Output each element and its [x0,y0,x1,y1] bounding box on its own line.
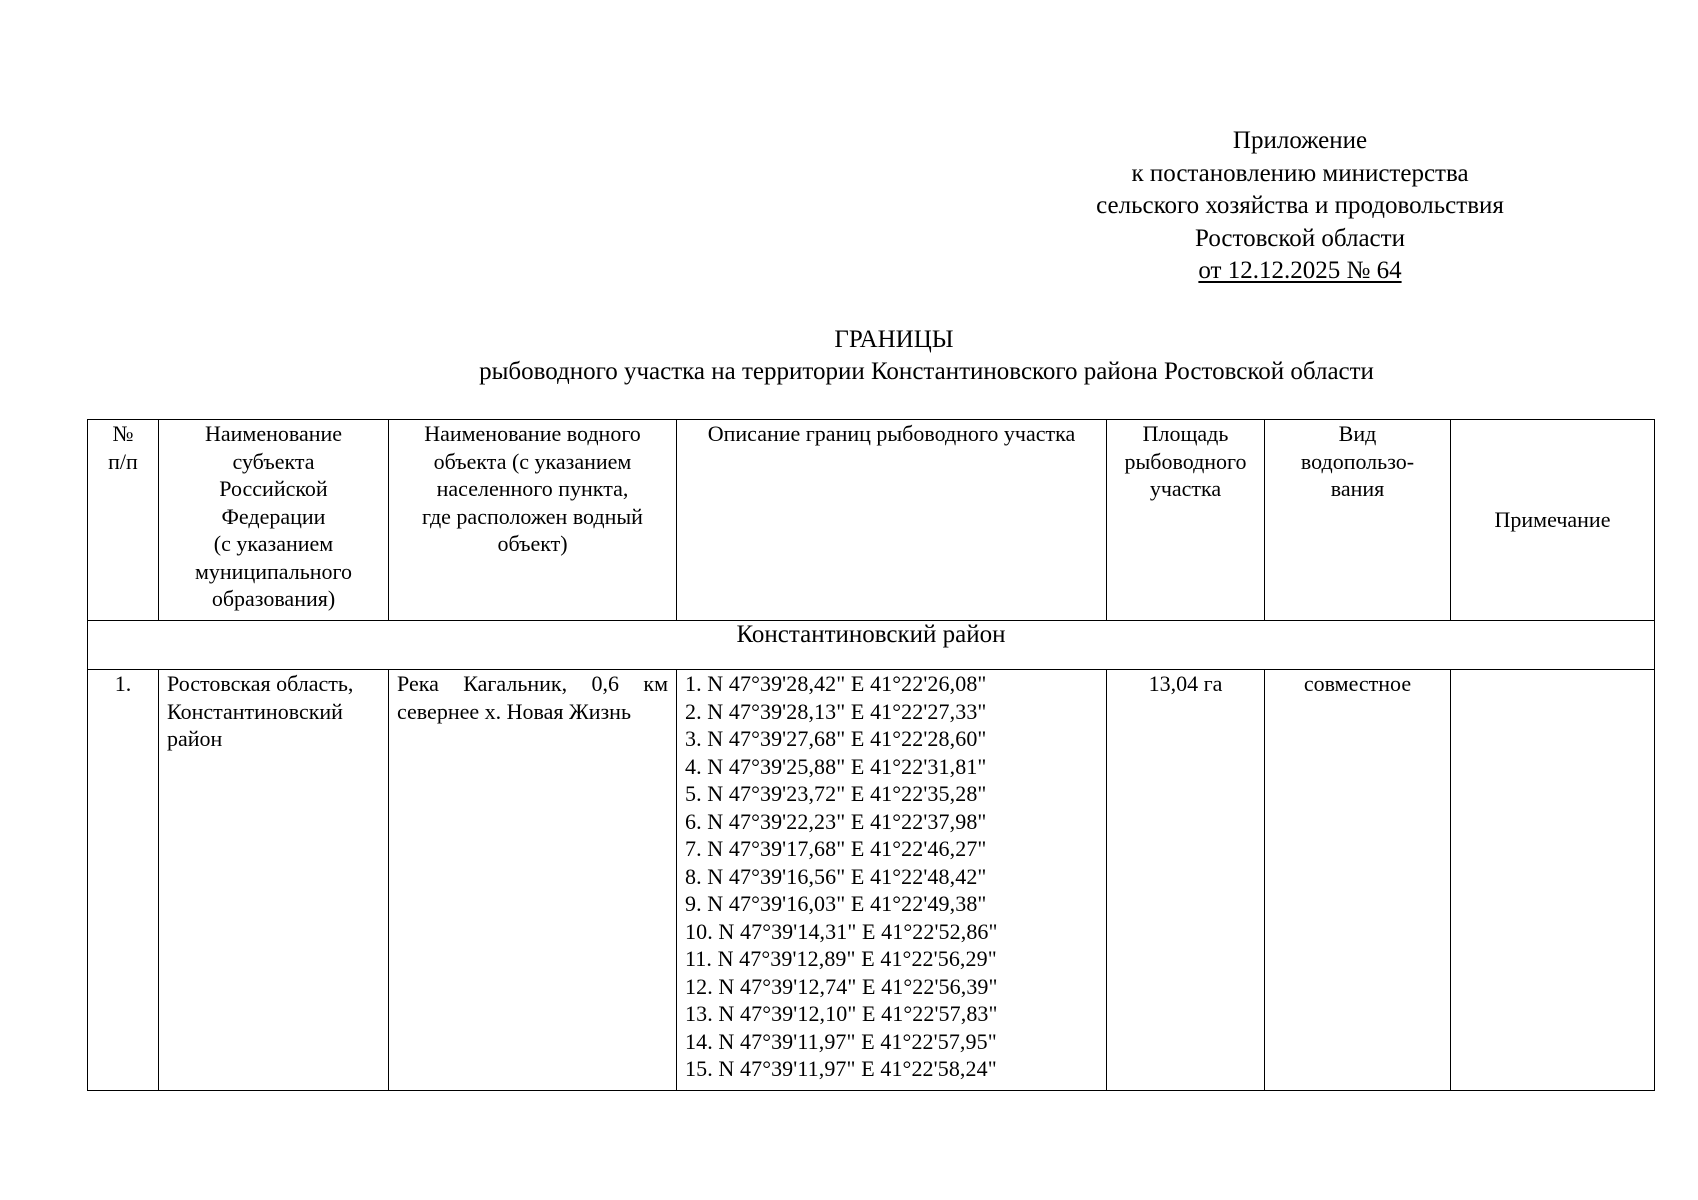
coordinate-point: 9. N 47°39'16,03" E 41°22'49,38" [685,891,987,916]
coordinate-point: 6. N 47°39'22,23" E 41°22'37,98" [685,808,987,834]
appendix-date: от 12.12.2025 № 64 [1198,257,1402,284]
appendix-line: Приложение [1232,127,1368,154]
cell-coordinates [677,670,1107,1091]
coordinate-point: 3. N 47°39'27,68" E 41°22'28,60" [685,726,987,751]
coordinate-point: 1. N 47°39'28,42" E 41°22'26,08" [685,671,987,696]
coordinate-point: 11. N 47°39'12,89" E 41°22'56,29" [685,946,997,971]
cell-notes [1451,670,1655,1091]
header-area: Площадь рыбоводного участка [1107,420,1265,621]
table-row [88,670,1655,1091]
coordinate-point: 8. N 47°39'16,56" E 41°22'48,42" [685,863,987,889]
coordinate-point: 15. N 47°39'11,97" E 41°22'58,24" [685,1056,997,1081]
appendix-block [1010,125,1590,288]
cell-num: 1. [88,670,159,1091]
header-boundaries: Описание границ рыбоводного участка [677,420,1107,621]
section-title: Константиновский район [88,621,1655,670]
appendix-line: сельского хозяйства и продовольствия [1096,192,1504,219]
appendix-line: к постановлению министерства [1131,159,1469,187]
coordinate-point: 5. N 47°39'23,72" E 41°22'35,28" [685,781,987,806]
coordinate-point: 7. N 47°39'17,68" E 41°22'46,27" [685,836,987,861]
title-subtitle: рыбоводного участка на территории Константиновского района Ростовской области [479,358,1374,385]
coordinate-point: 10. N 47°39'14,31" E 41°22'52,86" [685,918,998,944]
table-header-row [88,420,1655,621]
cell-water-object: Река Кагальник, 0,6 км севернее х. Новая Жизнь [389,670,677,1091]
coordinate-point: 12. N 47°39'12,74" E 41°22'56,39" [685,973,998,999]
coordinate-point: 2. N 47°39'28,13" E 41°22'27,33" [685,698,987,724]
cell-area: 13,04 га [1107,670,1265,1091]
cell-usage-type: совместное [1265,670,1451,1091]
header-water-object: Наименование водного объекта (с указанием населенного пункта, где расположен водный объект) [389,420,677,621]
cell-subject: Ростовская область, Константиновский район [159,670,389,1091]
document-title [0,324,1698,388]
boundaries-table [87,419,1655,1091]
header-num: № п/п [88,420,159,621]
header-usage-type: Вид водопользо- вания [1265,420,1451,621]
coordinate-point: 13. N 47°39'12,10" E 41°22'57,83" [685,1001,998,1026]
title-main: ГРАНИЦЫ [834,326,954,353]
header-subject: Наименование субъекта Российской Федерации (с указанием муниципального образования) [159,420,389,621]
appendix-line: Ростовской области [1195,224,1405,252]
header-notes: Примечание [1451,420,1655,621]
coordinate-point: 14. N 47°39'11,97" E 41°22'57,95" [685,1028,997,1054]
coordinate-point: 4. N 47°39'25,88" E 41°22'31,81" [685,753,987,779]
section-row [88,621,1655,670]
